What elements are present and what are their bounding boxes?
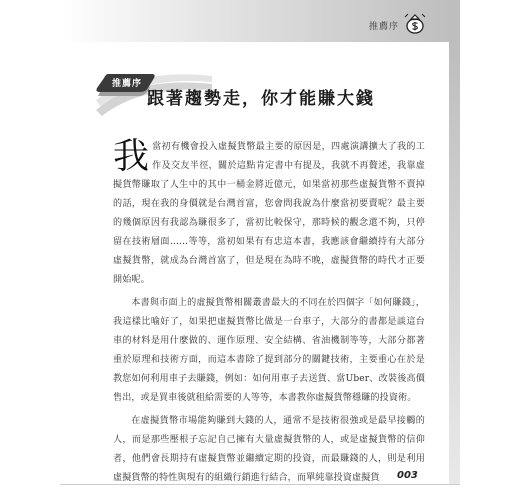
- side-strip: [449, 40, 460, 485]
- footer-rule: [60, 484, 460, 485]
- paragraph-3: 在虛擬貨幣市場能夠賺到大錢的人，通常不是技術很強或是最早接觸的人，而是那些壓根子忘記自己擁有大量虛擬貨幣的人，或是虛擬貨幣的信仰者，他們會長期持有虛擬貨幣並繼續定期的投資，而最賺錢的人，則是利用虛擬貨幣的特性與現有的組織行銷進行結合，而單純靠投資虛擬貨: [113, 416, 425, 483]
- paragraph-1: [113, 138, 425, 290]
- drop-cap: 我: [113, 136, 150, 177]
- header-band: [60, 0, 460, 42]
- chapter-title: 跟著趨勢走，你才能賺大錢: [147, 89, 375, 109]
- paragraph-2: 本書與市面上的虛擬貨幣相關叢書最大的不同在於四個字「如何賺錢」，我這樣比喻好了，如果把虛擬貨幣比做是一台車子，大部分的書都是談這台車的材料是用什麼做的、運作原理、安全結構、省油機制等等，大部分都著重於原理和技術方面，而這本書除了提到部分的關鍵技術，主要重心在於是教您如何利用車子去賺錢，例如：如何用車子去送貨、當Uber、改裝後高價售出，或是買車後就租給需要的人等等，本書教你虛擬貨幣穩賺的投資術。: [113, 298, 425, 403]
- body-text: [113, 138, 425, 492]
- money-bag-icon: [402, 10, 428, 36]
- page-number: 003: [397, 470, 418, 481]
- header-section-label: 推薦序: [369, 22, 400, 32]
- paragraph-1-text: 當初有機會投入虛擬貨幣最主要的原因是，四處演講擴大了我的工作及交友半徑，關於這點肯定書中有提及，我就不再贅述，我靠虛擬貨幣賺取了人生中的其中一桶金將近億元，如果當初那些虛擬貨幣不賣掉的話，現在我的身價就是台灣首富，您會問我說為什麼當初要賣呢？最主要的幾個原因有我認為賺很多了，當初比較保守，那時候的觀念還不夠，只停留在技術層面……等等，當初如果有有忠這本書，我應該會繼續持有大部分虛擬貨幣，就成為台灣首富了，但是現在為時不晚，虛擬貨幣的時代才正要開始呢。: [113, 142, 425, 285]
- foreword-badge: 推薦序: [112, 79, 143, 89]
